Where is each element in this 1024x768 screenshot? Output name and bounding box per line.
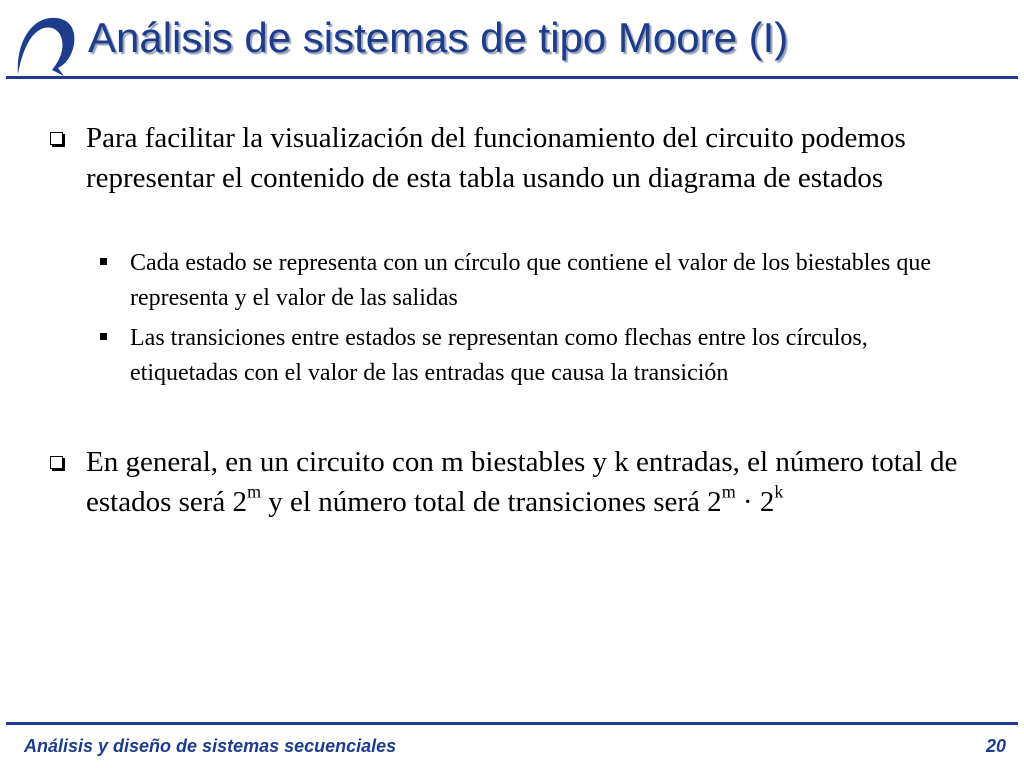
sub-bullet-text: Cada estado se representa con un círculo que contiene el valor de los biestables que representa y el valor de las salidas xyxy=(130,250,932,311)
university-logo-icon xyxy=(6,8,78,80)
title-divider xyxy=(6,76,1018,79)
footer-course-title: Análisis y diseño de sistemas secuenciales xyxy=(24,736,397,756)
checkbox-bullet-icon xyxy=(50,456,63,469)
slide-title: Análisis de sistemas de tipo Moore (I) xyxy=(88,14,789,61)
square-bullet-icon xyxy=(100,258,107,265)
square-bullet-icon xyxy=(100,333,107,340)
checkbox-bullet-icon xyxy=(50,132,63,145)
bullet-text: En general, en un circuito con m biestables y k entradas, el número total de estados será 2$^m$ y el número total de transiciones será $2^m \cdot 2^k$ xyxy=(86,446,958,518)
sub-bullet-text: Las transiciones entre estados se representan como flechas entre los círculos, etiquetadas con el valor de las entradas que causa la transición xyxy=(130,325,868,386)
page-number: 20 xyxy=(985,736,1006,756)
footer-divider xyxy=(6,722,1018,725)
bullet-text: Para facilitar la visualización del funcionamiento del circuito podemos representar el contenido de esta tabla usando un diagrama de estados xyxy=(86,122,906,194)
